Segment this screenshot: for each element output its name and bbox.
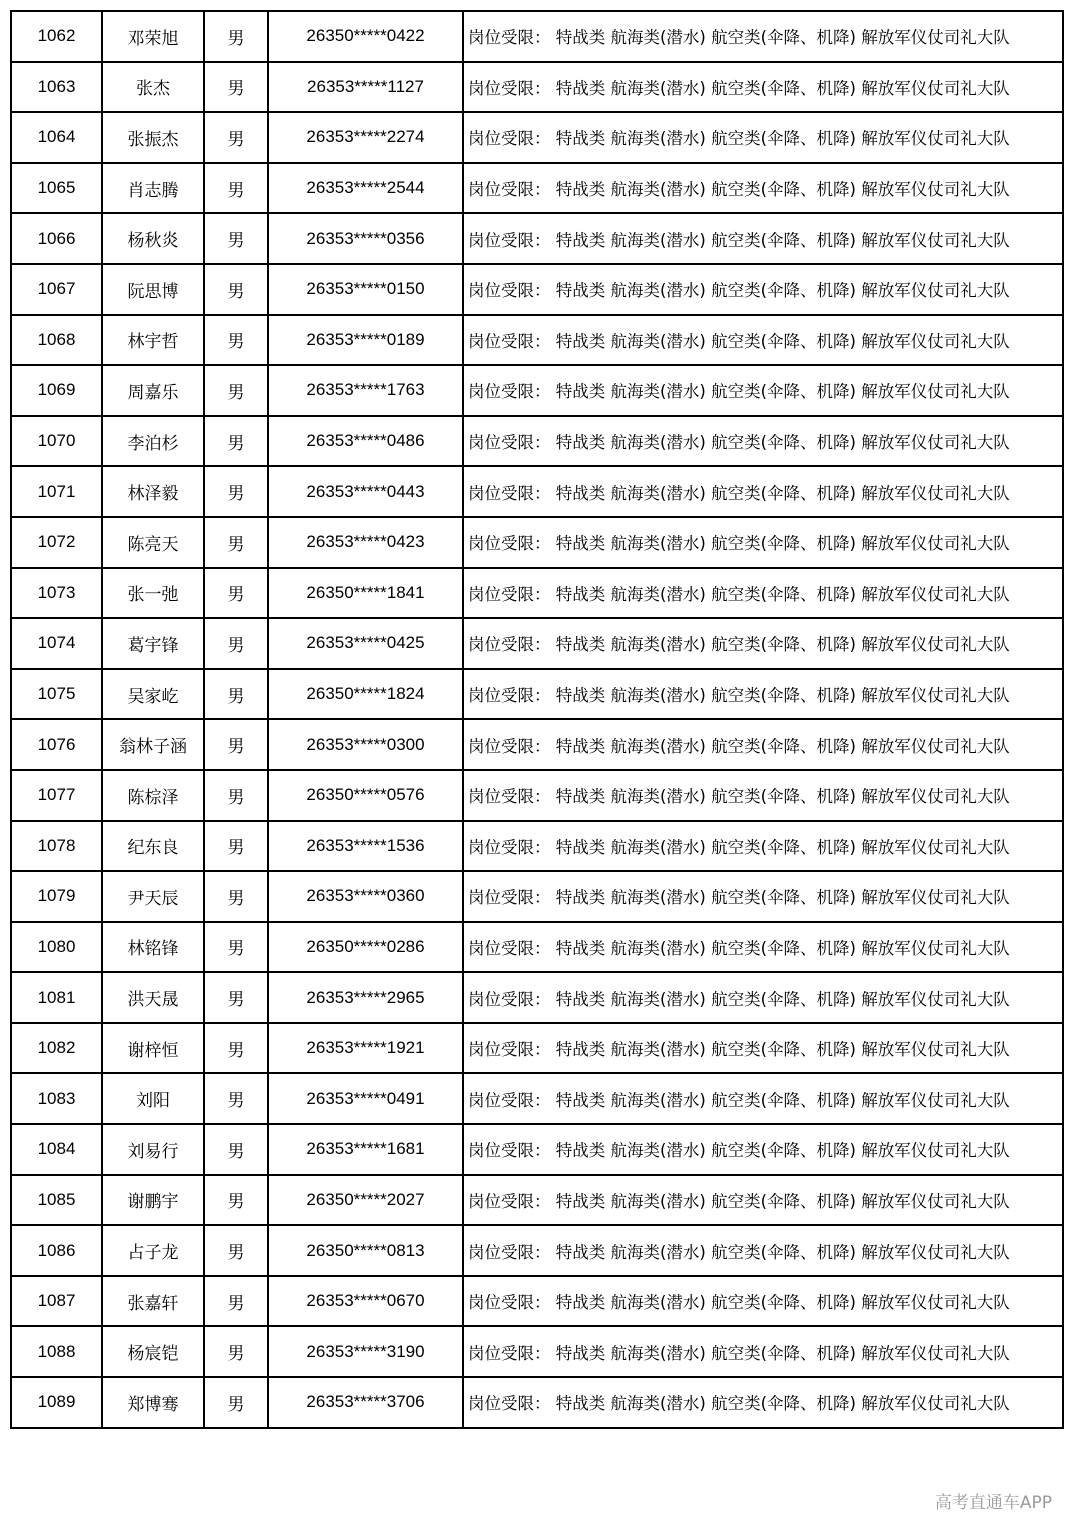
row-number-cell: 1088 xyxy=(11,1326,102,1377)
restriction-note-cell: 岗位受限： 特战类 航海类(潜水) 航空类(伞降、机降) 解放军仪仗司礼大队 xyxy=(463,517,1063,568)
restriction-note-cell: 岗位受限： 特战类 航海类(潜水) 航空类(伞降、机降) 解放军仪仗司礼大队 xyxy=(463,1073,1063,1124)
restriction-note-cell: 岗位受限： 特战类 航海类(潜水) 航空类(伞降、机降) 解放军仪仗司礼大队 xyxy=(463,1276,1063,1327)
row-number-cell: 1085 xyxy=(11,1175,102,1226)
gender-cell: 男 xyxy=(204,1073,268,1124)
restriction-note-cell: 岗位受限： 特战类 航海类(潜水) 航空类(伞降、机降) 解放军仪仗司礼大队 xyxy=(463,972,1063,1023)
gender-cell: 男 xyxy=(204,669,268,720)
row-number-cell: 1082 xyxy=(11,1023,102,1074)
row-number-cell: 1071 xyxy=(11,466,102,517)
name-cell: 刘阳 xyxy=(102,1073,204,1124)
gender-cell: 男 xyxy=(204,1225,268,1276)
restriction-note-cell: 岗位受限： 特战类 航海类(潜水) 航空类(伞降、机降) 解放军仪仗司礼大队 xyxy=(463,669,1063,720)
table-row xyxy=(11,568,1063,619)
id-number-cell: 26353*****0491 xyxy=(268,1073,463,1124)
id-number-cell: 26350*****0286 xyxy=(268,922,463,973)
name-cell: 张振杰 xyxy=(102,112,204,163)
row-number-cell: 1084 xyxy=(11,1124,102,1175)
table-row xyxy=(11,1175,1063,1226)
id-number-cell: 26353*****1536 xyxy=(268,821,463,872)
restriction-note-cell: 岗位受限： 特战类 航海类(潜水) 航空类(伞降、机降) 解放军仪仗司礼大队 xyxy=(463,719,1063,770)
restriction-note-cell: 岗位受限： 特战类 航海类(潜水) 航空类(伞降、机降) 解放军仪仗司礼大队 xyxy=(463,213,1063,264)
restriction-note-cell: 岗位受限： 特战类 航海类(潜水) 航空类(伞降、机降) 解放军仪仗司礼大队 xyxy=(463,1023,1063,1074)
table-row xyxy=(11,466,1063,517)
row-number-cell: 1073 xyxy=(11,568,102,619)
name-cell: 林泽毅 xyxy=(102,466,204,517)
gender-cell: 男 xyxy=(204,1326,268,1377)
gender-cell: 男 xyxy=(204,62,268,113)
row-number-cell: 1076 xyxy=(11,719,102,770)
row-number-cell: 1067 xyxy=(11,264,102,315)
row-number-cell: 1070 xyxy=(11,416,102,467)
id-number-cell: 26353*****2544 xyxy=(268,163,463,214)
id-number-cell: 26353*****0425 xyxy=(268,618,463,669)
row-number-cell: 1083 xyxy=(11,1073,102,1124)
restriction-note-cell: 岗位受限： 特战类 航海类(潜水) 航空类(伞降、机降) 解放军仪仗司礼大队 xyxy=(463,821,1063,872)
gender-cell: 男 xyxy=(204,466,268,517)
name-cell: 吴家屹 xyxy=(102,669,204,720)
restriction-note-cell: 岗位受限： 特战类 航海类(潜水) 航空类(伞降、机降) 解放军仪仗司礼大队 xyxy=(463,264,1063,315)
row-number-cell: 1079 xyxy=(11,871,102,922)
name-cell: 林铭锋 xyxy=(102,922,204,973)
name-cell: 李泊杉 xyxy=(102,416,204,467)
gender-cell: 男 xyxy=(204,11,268,62)
table-row xyxy=(11,1225,1063,1276)
name-cell: 刘易行 xyxy=(102,1124,204,1175)
id-number-cell: 26350*****1841 xyxy=(268,568,463,619)
name-cell: 张一弛 xyxy=(102,568,204,619)
table-row xyxy=(11,1326,1063,1377)
id-number-cell: 26353*****3706 xyxy=(268,1377,463,1428)
restriction-note-cell: 岗位受限： 特战类 航海类(潜水) 航空类(伞降、机降) 解放军仪仗司礼大队 xyxy=(463,568,1063,619)
table-row xyxy=(11,416,1063,467)
table-row xyxy=(11,618,1063,669)
id-number-cell: 26350*****0422 xyxy=(268,11,463,62)
table-row xyxy=(11,922,1063,973)
table-row xyxy=(11,213,1063,264)
id-number-cell: 26353*****0356 xyxy=(268,213,463,264)
id-number-cell: 26353*****0670 xyxy=(268,1276,463,1327)
gender-cell: 男 xyxy=(204,719,268,770)
gender-cell: 男 xyxy=(204,163,268,214)
name-cell: 洪天晟 xyxy=(102,972,204,1023)
table-row xyxy=(11,163,1063,214)
name-cell: 谢梓恒 xyxy=(102,1023,204,1074)
id-number-cell: 26350*****0813 xyxy=(268,1225,463,1276)
row-number-cell: 1062 xyxy=(11,11,102,62)
table-row xyxy=(11,669,1063,720)
id-number-cell: 26353*****0150 xyxy=(268,264,463,315)
gender-cell: 男 xyxy=(204,1023,268,1074)
restriction-note-cell: 岗位受限： 特战类 航海类(潜水) 航空类(伞降、机降) 解放军仪仗司礼大队 xyxy=(463,1225,1063,1276)
id-number-cell: 26353*****1127 xyxy=(268,62,463,113)
watermark-text: 高考直通车APP xyxy=(934,1493,1052,1513)
name-cell: 张杰 xyxy=(102,62,204,113)
gender-cell: 男 xyxy=(204,568,268,619)
row-number-cell: 1069 xyxy=(11,365,102,416)
table-row xyxy=(11,871,1063,922)
gender-cell: 男 xyxy=(204,821,268,872)
restriction-note-cell: 岗位受限： 特战类 航海类(潜水) 航空类(伞降、机降) 解放军仪仗司礼大队 xyxy=(463,871,1063,922)
table-row xyxy=(11,62,1063,113)
restriction-note-cell: 岗位受限： 特战类 航海类(潜水) 航空类(伞降、机降) 解放军仪仗司礼大队 xyxy=(463,315,1063,366)
restriction-note-cell: 岗位受限： 特战类 航海类(潜水) 航空类(伞降、机降) 解放军仪仗司礼大队 xyxy=(463,11,1063,62)
restriction-note-cell: 岗位受限： 特战类 航海类(潜水) 航空类(伞降、机降) 解放军仪仗司礼大队 xyxy=(463,163,1063,214)
name-cell: 谢鹏宇 xyxy=(102,1175,204,1226)
gender-cell: 男 xyxy=(204,770,268,821)
row-number-cell: 1081 xyxy=(11,972,102,1023)
name-cell: 阮思博 xyxy=(102,264,204,315)
row-number-cell: 1075 xyxy=(11,669,102,720)
row-number-cell: 1064 xyxy=(11,112,102,163)
gender-cell: 男 xyxy=(204,922,268,973)
name-cell: 尹天辰 xyxy=(102,871,204,922)
table-row xyxy=(11,365,1063,416)
table-row xyxy=(11,11,1063,62)
row-number-cell: 1074 xyxy=(11,618,102,669)
gender-cell: 男 xyxy=(204,315,268,366)
name-cell: 郑博骞 xyxy=(102,1377,204,1428)
id-number-cell: 26353*****1681 xyxy=(268,1124,463,1175)
restriction-note-cell: 岗位受限： 特战类 航海类(潜水) 航空类(伞降、机降) 解放军仪仗司礼大队 xyxy=(463,62,1063,113)
row-number-cell: 1063 xyxy=(11,62,102,113)
id-number-cell: 26353*****0423 xyxy=(268,517,463,568)
name-cell: 陈亮天 xyxy=(102,517,204,568)
gender-cell: 男 xyxy=(204,1276,268,1327)
restriction-note-cell: 岗位受限： 特战类 航海类(潜水) 航空类(伞降、机降) 解放军仪仗司礼大队 xyxy=(463,1326,1063,1377)
table-row xyxy=(11,719,1063,770)
restriction-note-cell: 岗位受限： 特战类 航海类(潜水) 航空类(伞降、机降) 解放军仪仗司礼大队 xyxy=(463,1124,1063,1175)
gender-cell: 男 xyxy=(204,1175,268,1226)
name-cell: 邓荣旭 xyxy=(102,11,204,62)
restriction-note-cell: 岗位受限： 特战类 航海类(潜水) 航空类(伞降、机降) 解放军仪仗司礼大队 xyxy=(463,770,1063,821)
id-number-cell: 26353*****0486 xyxy=(268,416,463,467)
gender-cell: 男 xyxy=(204,1124,268,1175)
table-row xyxy=(11,1073,1063,1124)
name-cell: 纪东良 xyxy=(102,821,204,872)
name-cell: 葛宇锋 xyxy=(102,618,204,669)
name-cell: 杨宸铠 xyxy=(102,1326,204,1377)
restriction-note-cell: 岗位受限： 特战类 航海类(潜水) 航空类(伞降、机降) 解放军仪仗司礼大队 xyxy=(463,466,1063,517)
id-number-cell: 26350*****2027 xyxy=(268,1175,463,1226)
name-cell: 林宇哲 xyxy=(102,315,204,366)
gender-cell: 男 xyxy=(204,871,268,922)
gender-cell: 男 xyxy=(204,213,268,264)
table-row xyxy=(11,1124,1063,1175)
gender-cell: 男 xyxy=(204,416,268,467)
id-number-cell: 26353*****1763 xyxy=(268,365,463,416)
row-number-cell: 1078 xyxy=(11,821,102,872)
id-number-cell: 26353*****0443 xyxy=(268,466,463,517)
gender-cell: 男 xyxy=(204,618,268,669)
candidate-table xyxy=(10,10,1064,1429)
row-number-cell: 1077 xyxy=(11,770,102,821)
id-number-cell: 26350*****1824 xyxy=(268,669,463,720)
row-number-cell: 1068 xyxy=(11,315,102,366)
id-number-cell: 26353*****0300 xyxy=(268,719,463,770)
table-row xyxy=(11,264,1063,315)
name-cell: 周嘉乐 xyxy=(102,365,204,416)
id-number-cell: 26353*****2965 xyxy=(268,972,463,1023)
id-number-cell: 26353*****0189 xyxy=(268,315,463,366)
table-row xyxy=(11,1276,1063,1327)
table-row xyxy=(11,112,1063,163)
name-cell: 杨秋炎 xyxy=(102,213,204,264)
gender-cell: 男 xyxy=(204,264,268,315)
restriction-note-cell: 岗位受限： 特战类 航海类(潜水) 航空类(伞降、机降) 解放军仪仗司礼大队 xyxy=(463,618,1063,669)
restriction-note-cell: 岗位受限： 特战类 航海类(潜水) 航空类(伞降、机降) 解放军仪仗司礼大队 xyxy=(463,922,1063,973)
table-row xyxy=(11,517,1063,568)
id-number-cell: 26353*****1921 xyxy=(268,1023,463,1074)
restriction-note-cell: 岗位受限： 特战类 航海类(潜水) 航空类(伞降、机降) 解放军仪仗司礼大队 xyxy=(463,1377,1063,1428)
restriction-note-cell: 岗位受限： 特战类 航海类(潜水) 航空类(伞降、机降) 解放军仪仗司礼大队 xyxy=(463,1175,1063,1226)
gender-cell: 男 xyxy=(204,972,268,1023)
row-number-cell: 1066 xyxy=(11,213,102,264)
restriction-note-cell: 岗位受限： 特战类 航海类(潜水) 航空类(伞降、机降) 解放军仪仗司礼大队 xyxy=(463,112,1063,163)
row-number-cell: 1072 xyxy=(11,517,102,568)
gender-cell: 男 xyxy=(204,1377,268,1428)
name-cell: 肖志腾 xyxy=(102,163,204,214)
row-number-cell: 1065 xyxy=(11,163,102,214)
gender-cell: 男 xyxy=(204,365,268,416)
gender-cell: 男 xyxy=(204,112,268,163)
table-row xyxy=(11,770,1063,821)
table-row xyxy=(11,1377,1063,1428)
row-number-cell: 1089 xyxy=(11,1377,102,1428)
restriction-note-cell: 岗位受限： 特战类 航海类(潜水) 航空类(伞降、机降) 解放军仪仗司礼大队 xyxy=(463,416,1063,467)
name-cell: 占子龙 xyxy=(102,1225,204,1276)
name-cell: 张嘉轩 xyxy=(102,1276,204,1327)
table-row xyxy=(11,821,1063,872)
restriction-note-cell: 岗位受限： 特战类 航海类(潜水) 航空类(伞降、机降) 解放军仪仗司礼大队 xyxy=(463,365,1063,416)
row-number-cell: 1086 xyxy=(11,1225,102,1276)
id-number-cell: 26353*****2274 xyxy=(268,112,463,163)
name-cell: 陈棕泽 xyxy=(102,770,204,821)
table-row xyxy=(11,315,1063,366)
row-number-cell: 1080 xyxy=(11,922,102,973)
gender-cell: 男 xyxy=(204,517,268,568)
table-row xyxy=(11,972,1063,1023)
table-body xyxy=(11,11,1063,1428)
id-number-cell: 26353*****0360 xyxy=(268,871,463,922)
id-number-cell: 26350*****0576 xyxy=(268,770,463,821)
table-row xyxy=(11,1023,1063,1074)
id-number-cell: 26353*****3190 xyxy=(268,1326,463,1377)
row-number-cell: 1087 xyxy=(11,1276,102,1327)
name-cell: 翁林子涵 xyxy=(102,719,204,770)
